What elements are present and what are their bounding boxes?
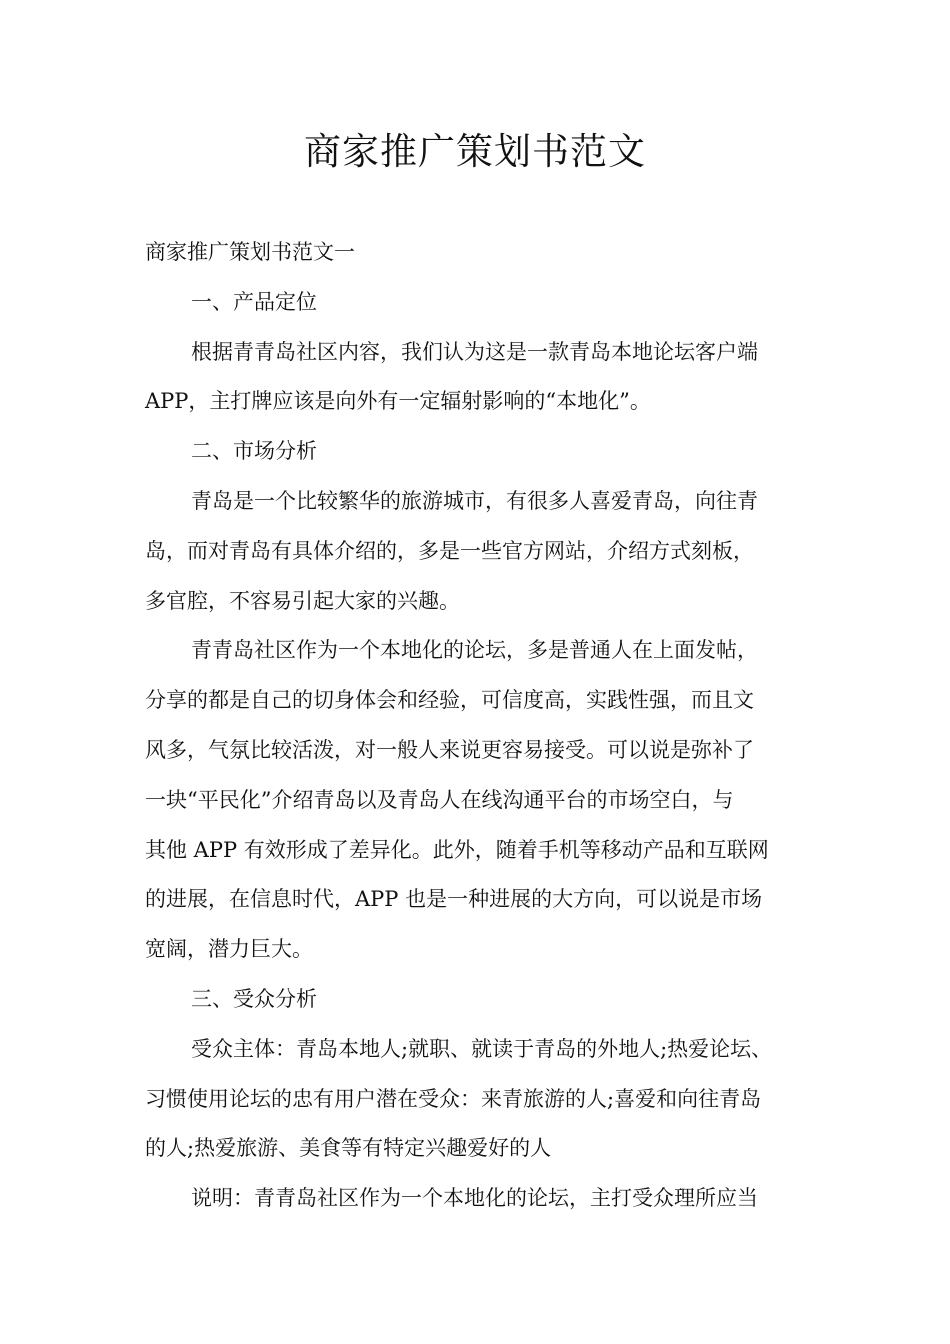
text-line: 风多，气氛比较活泼，对一般人来说更容易接受。可以说是弥补了	[145, 737, 754, 762]
text-line: 受众主体：青岛本地人;就职、就读于青岛的外地人;热爱论坛、	[191, 1036, 773, 1061]
text-line: 宽阔，潜力巨大。	[145, 937, 313, 962]
text-line: 岛，而对青岛有具体介绍的，多是一些官方网站，介绍方式刻板，	[145, 538, 754, 563]
text-line: 其他 APP 有效形成了差异化。此外，随着手机等移动产品和互联网	[145, 837, 769, 862]
text-line: 的人;热爱旅游、美食等有特定兴趣爱好的人	[145, 1136, 552, 1161]
text-line: APP，主打牌应该是向外有一定辐射影响的“本地化”。	[145, 389, 651, 414]
text-line: 根据青青岛社区内容，我们认为这是一款青岛本地论坛客户端	[191, 339, 758, 364]
text-line: 说明：青青岛社区作为一个本地化的论坛，主打受众理所应当	[191, 1186, 758, 1211]
document-body	[145, 228, 815, 1224]
text-line: 青岛是一个比较繁华的旅游城市，有很多人喜爱青岛，向往青	[191, 488, 758, 513]
document-title: 商家推广策划书范文	[304, 130, 646, 173]
text-line: 习惯使用论坛的忠有用户潜在受众：来青旅游的人;喜爱和向往青岛	[145, 1086, 762, 1111]
text-line: 商家推广策划书范文一	[145, 240, 355, 264]
text-line: 一块“平民化”介绍青岛以及青岛人在线沟通平台的市场空白，与	[145, 787, 734, 812]
text-line: 的进展，在信息时代，APP 也是一种进展的大方向，可以说是市场	[145, 887, 763, 912]
text-line: 一、产品定位	[191, 289, 317, 314]
text-line: 分享的都是自己的切身体会和经验，可信度高，实践性强，而且文	[145, 688, 754, 713]
text-line: 多官腔，不容易引起大家的兴趣。	[145, 588, 460, 613]
text-line: 三、受众分析	[191, 986, 317, 1011]
text-line: 青青岛社区作为一个本地化的论坛，多是普通人在上面发帖，	[191, 638, 758, 663]
text-line: 二、市场分析	[191, 439, 317, 464]
